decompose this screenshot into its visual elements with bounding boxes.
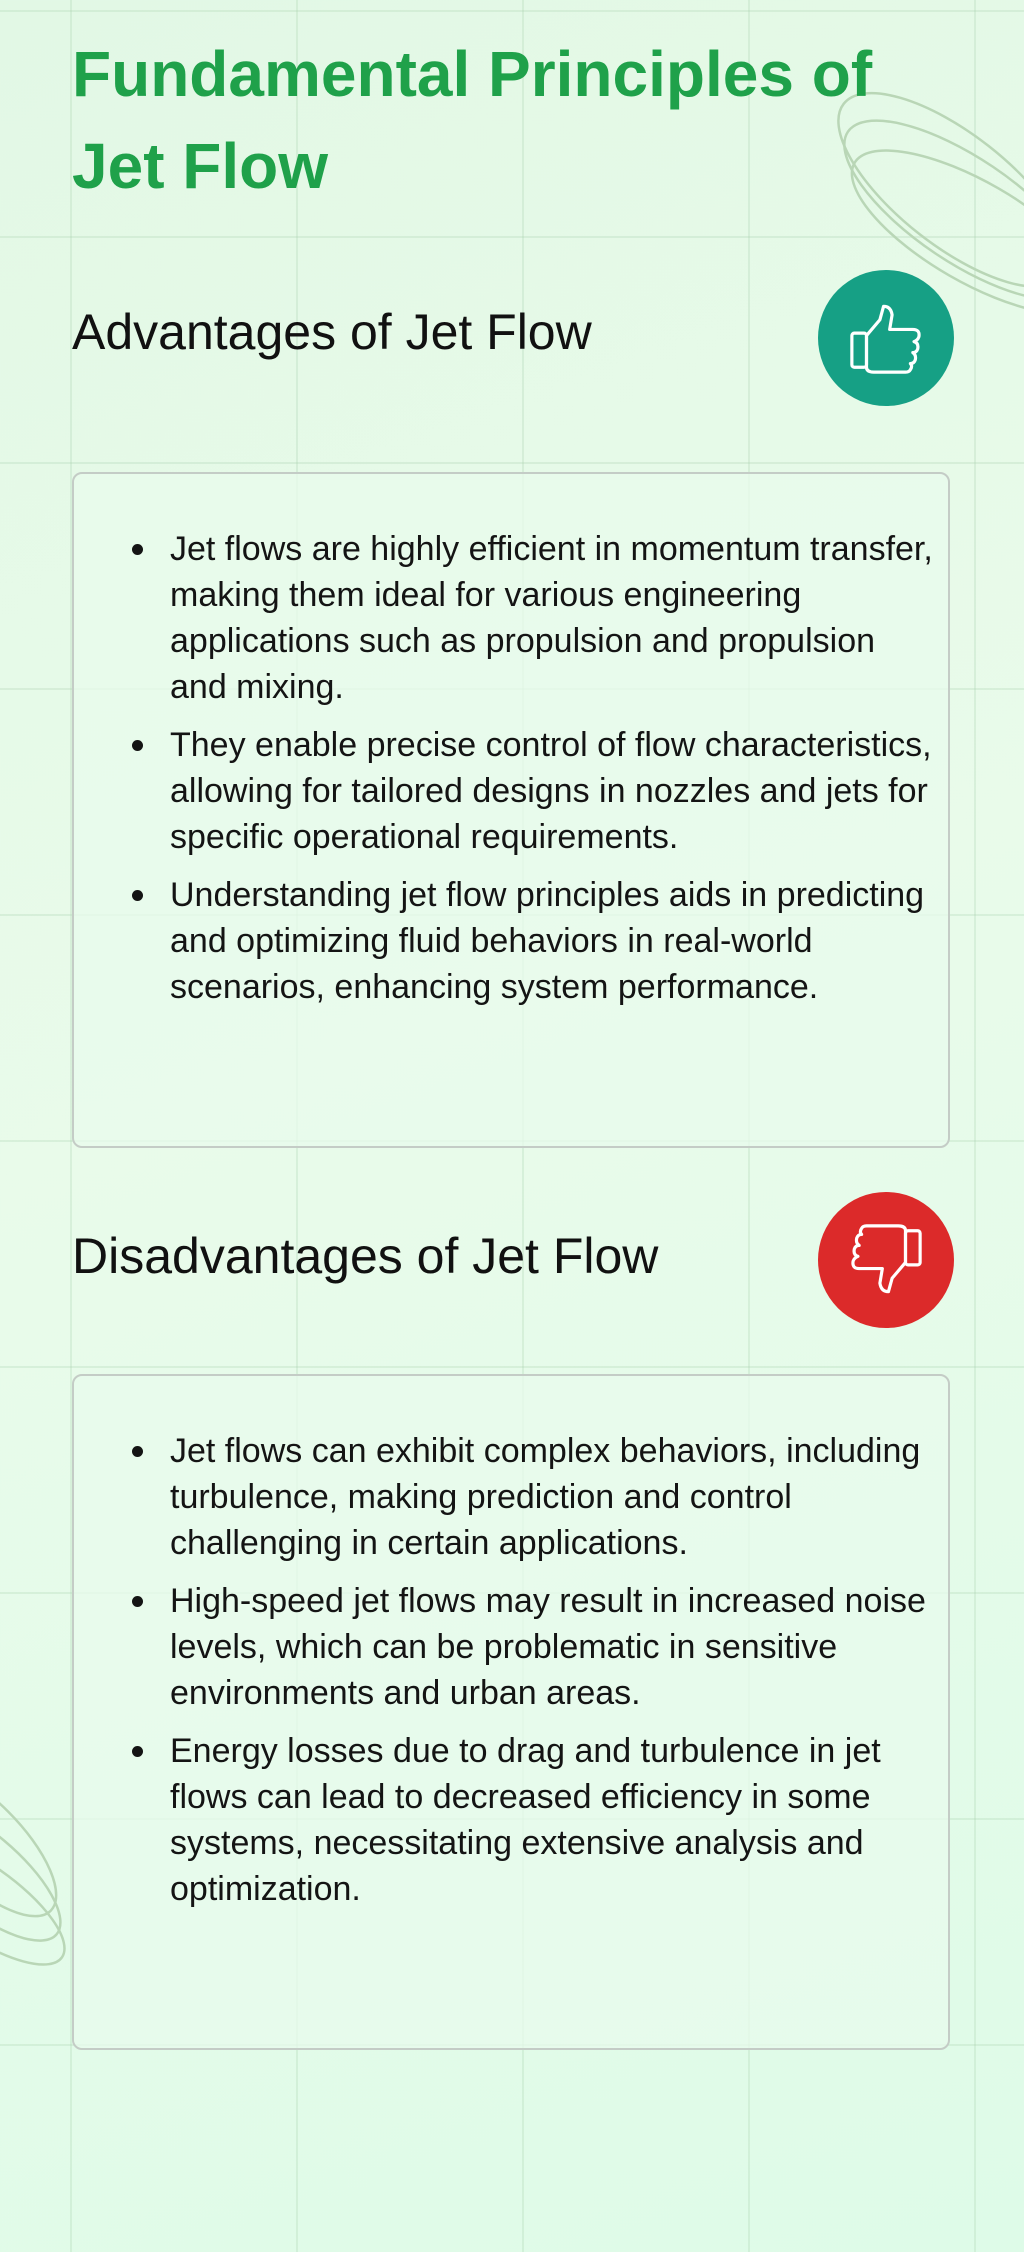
- advantages-item-2: They enable precise control of flow characteristics, allowing for tailored designs in nozzles and jets for specific operational requirements.: [170, 722, 940, 860]
- page-title: Fundamental Principles of Jet Flow: [72, 38, 873, 202]
- thumbs-down-icon: [847, 1221, 925, 1299]
- disadvantages-heading: Disadvantages of Jet Flow: [72, 1228, 659, 1284]
- advantages-item-1: Jet flows are highly efficient in momentum transfer, making them ideal for various engineering applications such as propulsion and propulsion and mixing.: [170, 526, 940, 710]
- advantages-item-3: Understanding jet flow principles aids in predicting and optimizing fluid behaviors in real-world scenarios, enhancing system performance.: [170, 872, 940, 1010]
- disadvantages-item-1: Jet flows can exhibit complex behaviors, including turbulence, making prediction and control challenging in certain applications.: [170, 1428, 940, 1566]
- thumbs-up-icon: [847, 299, 925, 377]
- advantages-heading: Advantages of Jet Flow: [72, 304, 592, 360]
- disadvantages-list: [74, 1376, 948, 1912]
- decorative-swirl-left: [0, 1740, 80, 2000]
- advantages-badge: [818, 270, 954, 406]
- advantages-list: [74, 474, 948, 1010]
- disadvantages-badge: [818, 1192, 954, 1328]
- advantages-card: [72, 472, 950, 1148]
- disadvantages-item-3: Energy losses due to drag and turbulence in jet flows can lead to decreased efficiency in some systems, necessitating extensive analysis and optimization.: [170, 1728, 940, 1912]
- disadvantages-card: [72, 1374, 950, 2050]
- disadvantages-item-2: High-speed jet flows may result in increased noise levels, which can be problematic in sensitive environments and urban areas.: [170, 1578, 940, 1716]
